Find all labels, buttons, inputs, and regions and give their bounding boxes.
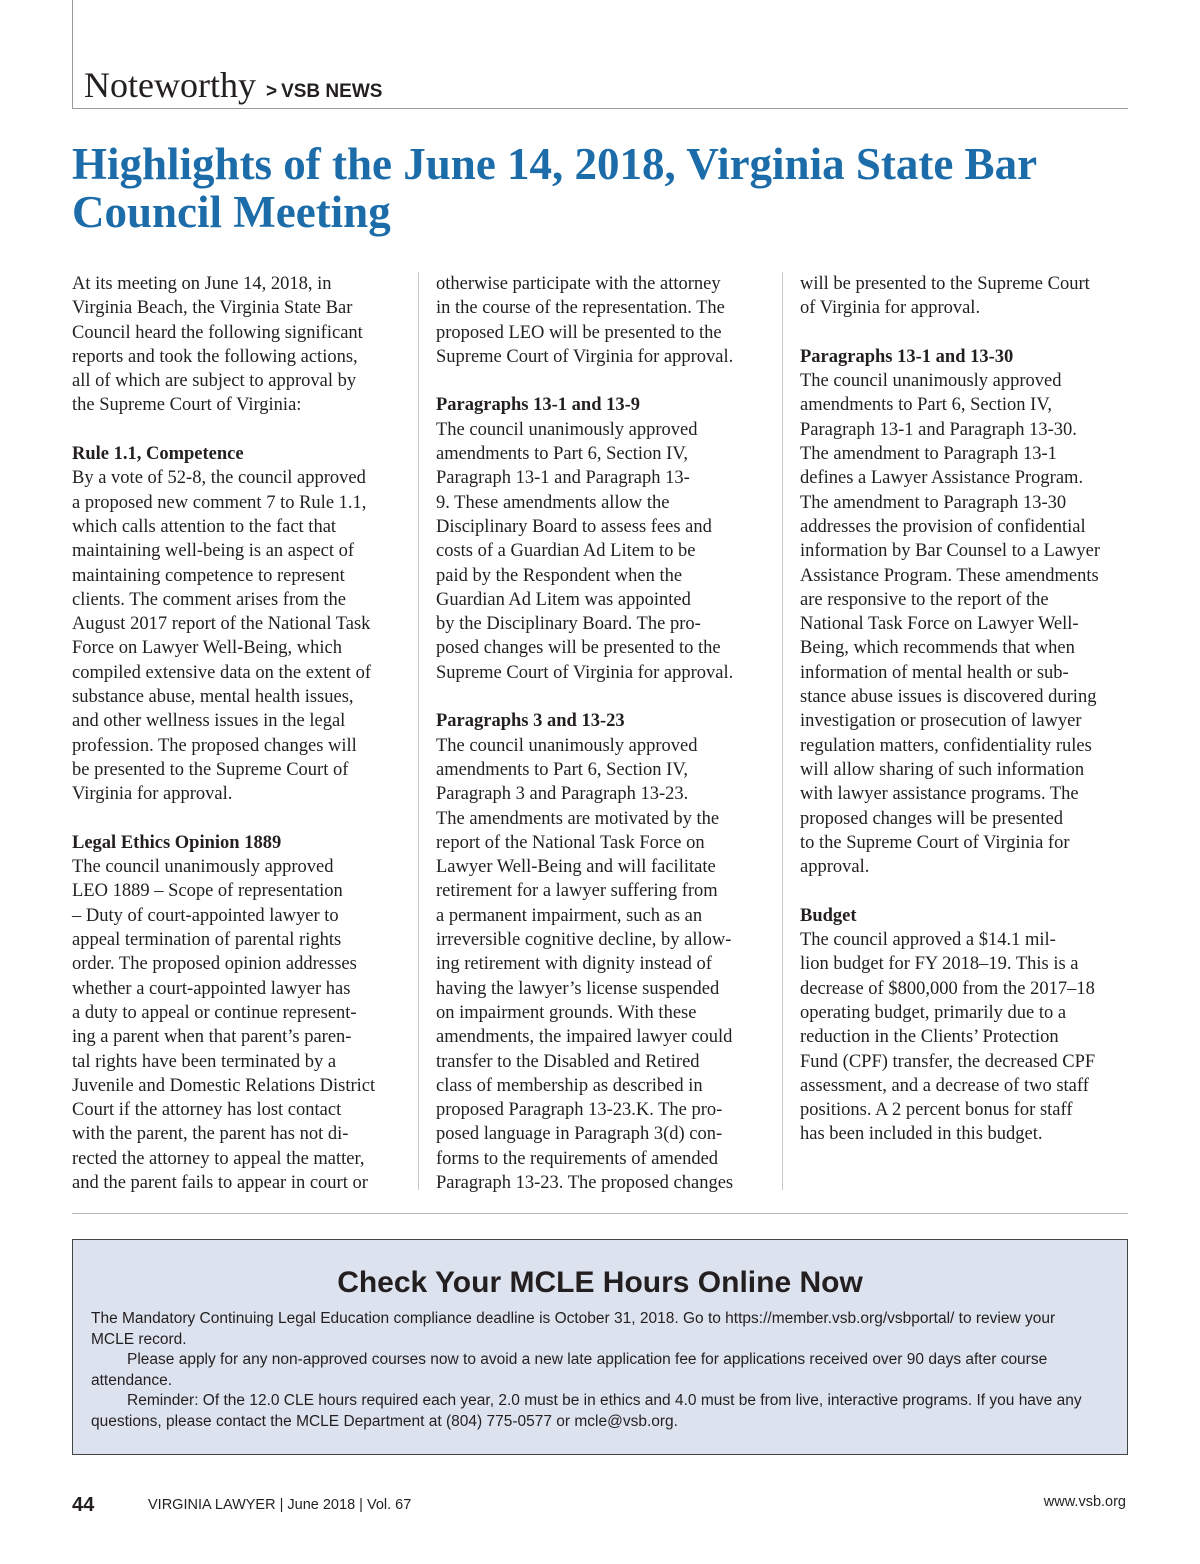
text-line: proposed changes will be presented [800,808,1064,829]
text-line: maintaining well-being is an aspect of [72,541,355,562]
text-line: be presented to the Supreme Court of [72,759,349,780]
mcle-notice-box [72,1239,1128,1455]
paragraphs-3-13-23-paragraph [436,734,766,1196]
text-line: The amendments are motivated by the [436,808,720,829]
text-line: irreversible cognitive decline, by allow- [436,930,732,951]
text-line: by the Disciplinary Board. The pro- [436,614,701,635]
text-line: on impairment grounds. With these [436,1002,697,1023]
text-line: report of the National Task Force on [436,832,705,853]
article-title: Highlights of the June 14, 2018, Virginia State Bar Council Meeting [72,139,1037,237]
article-column-1 [72,272,402,1195]
text-line: Supreme Court of Virginia for approval. [436,662,734,683]
text-line: proposed LEO will be presented to the [436,322,722,343]
text-line: The council approved a $14.1 mil- [800,930,1056,951]
text-line: ing retirement with dignity instead of [436,954,712,975]
budget-heading: Budget [800,905,857,926]
department-name: Noteworthy [84,65,256,105]
text-line: information of mental health or sub- [800,662,1069,683]
text-line: reduction in the Clients’ Protection [800,1027,1059,1048]
article-column-3 [800,272,1130,1147]
text-line: are responsive to the report of the [800,589,1049,610]
text-line: 9. These amendments allow the [436,492,670,513]
header-vertical-rule [72,0,73,108]
paragraphs-13-1-13-9-paragraph [436,418,766,685]
text-line: order. The proposed opinion addresses [72,954,357,975]
text-line: has been included in this budget. [800,1124,1043,1145]
text-line: a proposed new comment 7 to Rule 1.1, [72,492,367,513]
paragraphs-3-13-23-heading: Paragraphs 3 and 13-23 [436,711,625,732]
rule-1-1-heading: Rule 1.1, Competence [72,444,244,465]
text-line: substance abuse, mental health issues, [72,687,354,708]
text-line: stance abuse issues is discovered during [800,687,1097,708]
text-line: The council unanimously approved [436,735,698,756]
text-line: a duty to appeal or continue represent- [72,1002,357,1023]
text-line: the Supreme Court of Virginia: [72,395,302,416]
text-line: Guardian Ad Litem was appointed [436,589,691,610]
text-line: Force on Lawyer Well-Being, which [72,638,342,659]
text-line: all of which are subject to approval by [72,371,357,392]
text-line: The council unanimously approved [800,371,1062,392]
text-line: maintaining competence to represent [72,565,345,586]
text-line: Juvenile and Domestic Relations District [72,1075,376,1096]
section-header [84,64,382,106]
text-line: decrease of $800,000 from the 2017–18 [800,978,1095,999]
leo-1889-paragraph [72,855,402,1195]
text-line: Disciplinary Board to assess fees and [436,516,712,537]
text-line: posed changes will be presented to the [436,638,721,659]
text-line: The amendment to Paragraph 13-30 [800,492,1067,513]
text-line: compiled extensive data on the extent of [72,662,371,683]
text-line: August 2017 report of the National Task [72,614,371,635]
paragraphs-3-13-23-continued [800,272,1130,321]
text-line: amendments to Part 6, Section IV, [800,395,1052,416]
text-line: – Duty of court-appointed lawyer to [72,905,339,926]
text-line: Fund (CPF) transfer, the decreased CPF [800,1051,1096,1072]
paragraphs-13-1-13-30-paragraph [800,369,1130,879]
text-line: defines a Lawyer Assistance Program. [800,468,1084,489]
text-line: with lawyer assistance programs. The [800,784,1079,805]
mcle-late-fee-paragraph: Please apply for any non-approved courses now to avoid a new late application fee for applications received over 90 days after course attendance. [91,1351,1048,1389]
text-line: reports and took the following actions, [72,346,358,367]
text-line: amendments, the impaired lawyer could [436,1027,733,1048]
column-divider [418,272,419,1190]
text-line: Council heard the following significant [72,322,363,343]
text-line: Being, which recommends that when [800,638,1075,659]
text-line: assessment, and a decrease of two staff [800,1075,1089,1096]
text-line: amendments to Part 6, Section IV, [436,759,688,780]
text-line: Lawyer Well-Being and will facilitate [436,857,716,878]
text-line: operating budget, primarily due to a [800,1002,1067,1023]
text-line: having the lawyer’s license suspended [436,978,720,999]
text-line: transfer to the Disabled and Retired [436,1051,700,1072]
text-line: investigation or prosecution of lawyer [800,711,1082,732]
text-line: LEO 1889 – Scope of representation [72,881,343,902]
text-line: The council unanimously approved [436,419,698,440]
text-line: posed language in Paragraph 3(d) con- [436,1124,723,1145]
text-line: will be presented to the Supreme Court [800,274,1090,294]
text-line: Virginia Beach, the Virginia State Bar [72,298,353,319]
text-line: appeal termination of parental rights [72,930,342,951]
text-line: to the Supreme Court of Virginia for [800,832,1070,853]
text-line: At its meeting on June 14, 2018, in [72,274,332,294]
leo-1889-heading: Legal Ethics Opinion 1889 [72,832,282,853]
text-line: Paragraph 13-23. The proposed changes [436,1172,734,1193]
mcle-deadline-paragraph: The Mandatory Continuing Legal Education compliance deadline is October 31, 2018. Go to https://member.vsb.org/vsbportal/ to review your MCLE record. [91,1310,1056,1348]
text-line: positions. A 2 percent bonus for staff [800,1100,1073,1121]
text-line: costs of a Guardian Ad Litem to be [436,541,696,562]
column-divider [782,272,783,1190]
text-line: class of membership as described in [436,1075,703,1096]
text-line: profession. The proposed changes will [72,735,357,756]
text-line: with the parent, the parent has not di- [72,1124,349,1145]
text-line: paid by the Respondent when the [436,565,683,586]
text-line: and the parent fails to appear in court or [72,1172,368,1193]
text-line: National Task Force on Lawyer Well- [800,614,1079,635]
intro-paragraph [72,272,402,418]
text-line: rected the attorney to appeal the matter, [72,1148,365,1169]
text-line: By a vote of 52-8, the council approved [72,468,366,489]
mcle-notice-body [91,1309,1101,1432]
text-line: Supreme Court of Virginia for approval. [436,346,734,367]
paragraphs-13-1-13-30-heading: Paragraphs 13-1 and 13-30 [800,346,1014,367]
text-line: retirement for a lawyer suffering from [436,881,718,902]
rule-1-1-paragraph [72,466,402,806]
paragraphs-13-1-13-9-heading: Paragraphs 13-1 and 13-9 [436,395,641,416]
text-line: addresses the provision of confidential [800,516,1086,537]
text-line: Assistance Program. These amendments [800,565,1099,586]
text-line: and other wellness issues in the legal [72,711,346,732]
text-line: Paragraph 3 and Paragraph 13-23. [436,784,689,805]
text-line: in the course of the representation. The [436,298,725,319]
text-line: lion budget for FY 2018–19. This is a [800,954,1079,975]
text-line: of Virginia for approval. [800,298,981,319]
text-line: Paragraph 13-1 and Paragraph 13- [436,468,690,489]
breadcrumb-separator: > [265,81,278,102]
text-line: will allow sharing of such information [800,759,1085,780]
page-number: 44 [72,1494,95,1516]
text-line: Court if the attorney has lost contact [72,1100,342,1121]
text-line: ing a parent when that parent’s paren- [72,1027,352,1048]
text-line: clients. The comment arises from the [72,589,346,610]
text-line: forms to the requirements of amended [436,1148,719,1169]
text-line: The council unanimously approved [72,857,334,878]
mcle-reminder-paragraph: Reminder: Of the 12.0 CLE hours required each year, 2.0 must be in ethics and 4.0 must be from live, interactive programs. If you have any questions, please contact the MCLE Department at (804) 775-0577 or mcle@vsb.org. [91,1392,1082,1430]
text-line: amendments to Part 6, Section IV, [436,444,688,465]
text-line: regulation matters, confidentiality rules [800,735,1092,756]
text-line: whether a court-appointed lawyer has [72,978,351,999]
text-line: Virginia for approval. [72,784,233,805]
budget-paragraph [800,928,1130,1147]
header-rule [72,108,1128,109]
text-line: which calls attention to the fact that [72,516,337,537]
article-end-rule [72,1213,1128,1214]
article-column-2 [436,272,766,1195]
leo-1889-continued [436,272,766,369]
text-line: otherwise participate with the attorney [436,274,721,294]
text-line: tal rights have been terminated by a [72,1051,337,1072]
text-line: The amendment to Paragraph 13-1 [800,444,1057,465]
section-name: VSB NEWS [281,81,383,102]
text-line: approval. [800,857,870,878]
text-line: information by Bar Counsel to a Lawyer [800,541,1101,562]
text-line: proposed Paragraph 13-23.K. The pro- [436,1100,723,1121]
website-link[interactable]: www.vsb.org [1043,1494,1126,1510]
text-line: Paragraph 13-1 and Paragraph 13-30. [800,419,1077,440]
publication-info: VIRGINIA LAWYER | June 2018 | Vol. 67 [148,1497,412,1513]
text-line: a permanent impairment, such as an [436,905,703,926]
mcle-notice-title: Check Your MCLE Hours Online Now [337,1266,863,1299]
